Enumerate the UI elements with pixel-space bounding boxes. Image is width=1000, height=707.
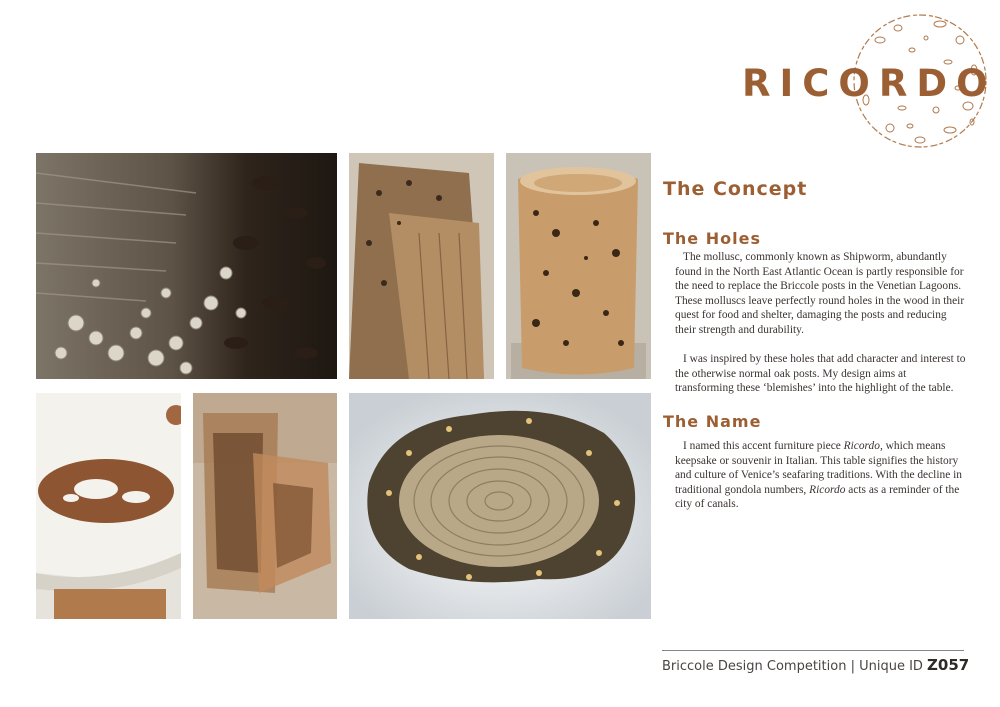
footer-text: Briccole Design Competition | Unique ID (662, 659, 928, 674)
resin-table-top-photo (36, 393, 181, 619)
holes-heading: The Holes (663, 229, 761, 248)
holed-oak-post-photo (506, 153, 651, 379)
name-paragraph: I named this accent furniture piece Ricordo, which means keepsake or souvenir in Italian. This table signifies the history and culture of Venice’s seafaring traditions. With the decline in traditional gondola numbers, Ricordo acts as a reminder of the city of canals. (675, 440, 962, 511)
weathered-post-photo (349, 153, 494, 379)
holes-paragraph-2: I was inspired by these holes that add character and interest to the otherwise normal oak posts. My design aims at transforming these ‘blemishes’ into the highlight of the table. (675, 353, 966, 395)
brand-wordmark: RICORDO (742, 62, 997, 105)
footer-divider (662, 650, 964, 651)
holes-paragraph-1: The mollusc, commonly known as Shipworm, abundantly found in the North East Atlantic Ocean is partly responsible for the need to replace the Briccole posts in the Venetian Lagoons. These molluscs leave perfectly round holes in the wood in their quest for food and shelter, damaging the posts and reducing their strength and durability. (675, 251, 965, 336)
barnacle-covered-wood-photo (36, 153, 337, 379)
footer (662, 656, 969, 674)
concept-heading: The Concept (663, 178, 808, 200)
resin-table-legs-photo (193, 393, 337, 619)
backlit-wood-slice-photo (349, 393, 651, 619)
unique-id: Z057 (927, 656, 970, 674)
name-heading: The Name (663, 412, 762, 431)
